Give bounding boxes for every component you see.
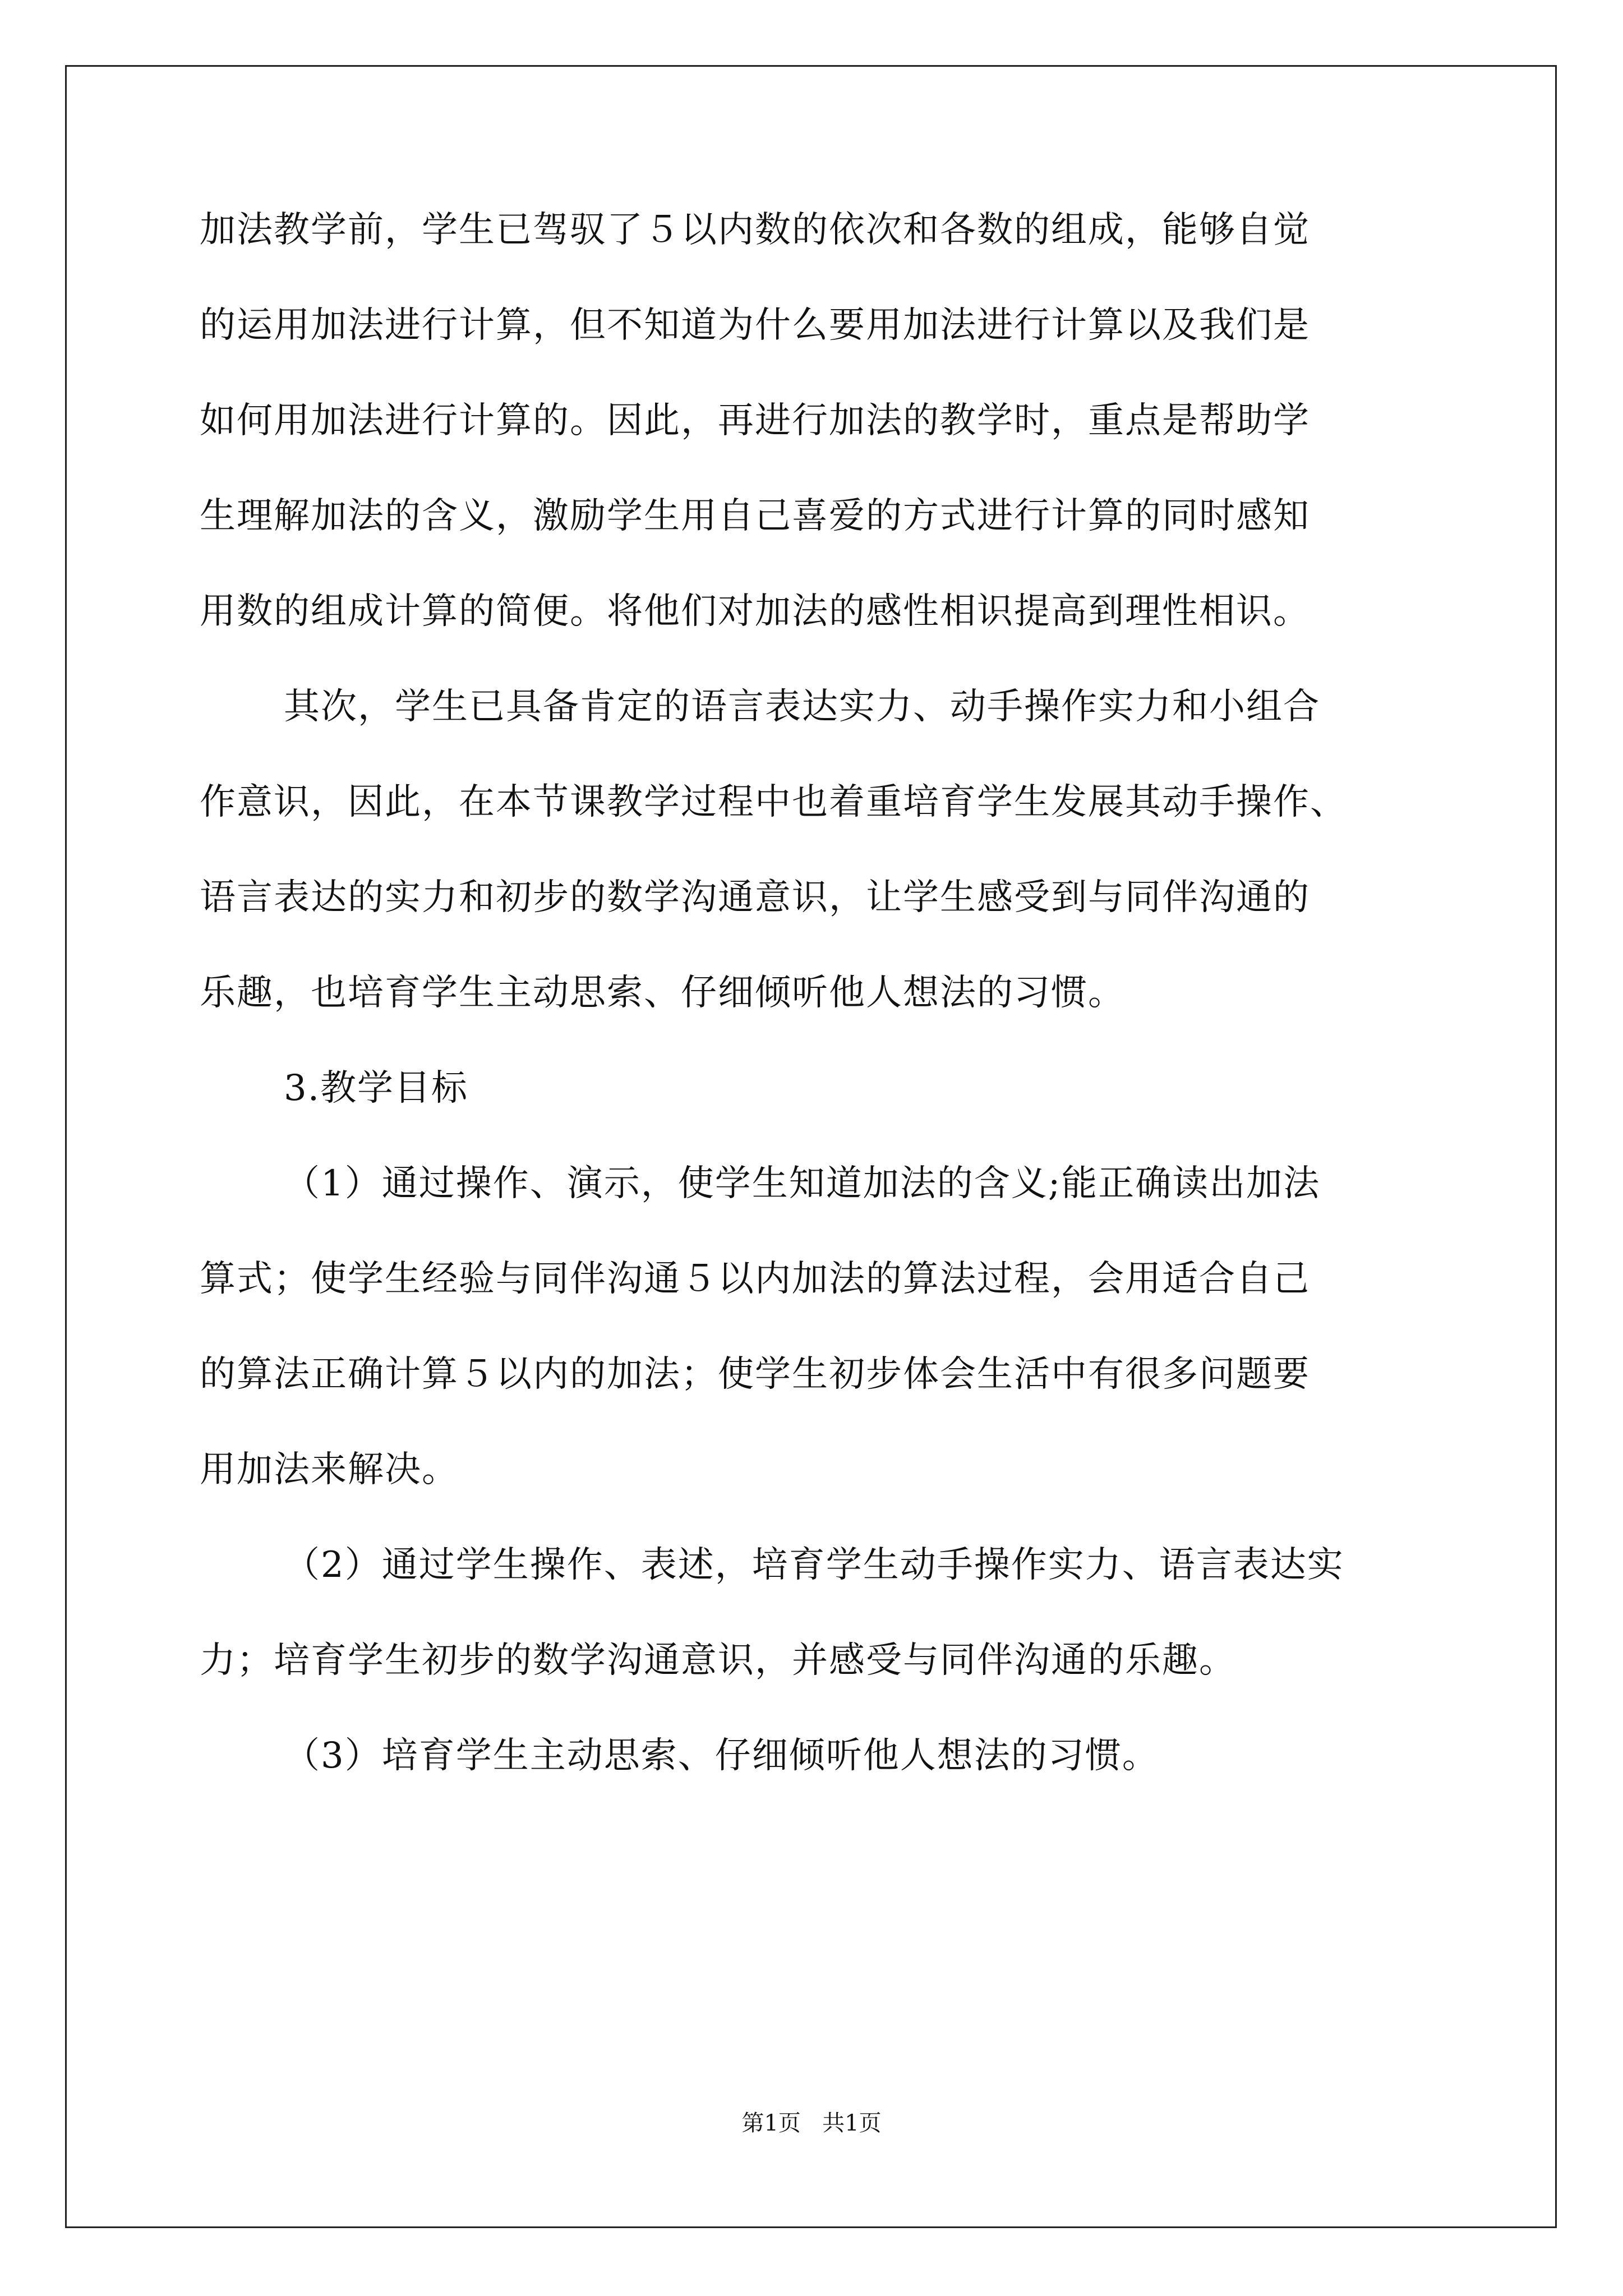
- text-line: 算式；使学生经验与同伴沟通５以内加法的算法过程，会用适合自己: [200, 1258, 1310, 1300]
- text-line: 加法教学前，学生已驾驭了５以内数的依次和各数的组成，能够自觉: [200, 209, 1310, 251]
- paragraph-start: （2）通过学生操作、表述，培育学生动手操作实力、语言表达实: [284, 1544, 1344, 1586]
- text-line: 如何用加法进行计算的。因此，再进行加法的教学时，重点是帮助学: [200, 400, 1310, 441]
- page-footer: [0, 2106, 1623, 2140]
- text-line: 力；培育学生初步的数学沟通意识，并感受与同伴沟通的乐趣。: [200, 1640, 1236, 1681]
- text-line: 用加法来解决。: [200, 1449, 459, 1490]
- paragraph-start: （1）通过操作、演示，使学生知道加法的含义;能正确读出加法: [284, 1163, 1321, 1204]
- text-line: 的运用加法进行计算，但不知道为什么要用加法进行计算以及我们是: [200, 305, 1310, 346]
- text-line: 生理解加法的含义，激励学生用自己喜爱的方式进行计算的同时感知: [200, 495, 1310, 537]
- text-line: 作意识，因此，在本节课教学过程中也着重培育学生发展其动手操作、: [200, 781, 1347, 823]
- text-line: 用数的组成计算的简便。将他们对加法的感性相识提高到理性相识。: [200, 591, 1310, 632]
- text-line: 的算法正确计算５以内的加法；使学生初步体会生活中有很多问题要: [200, 1354, 1310, 1395]
- page-number: 第1页: [741, 2110, 801, 2136]
- paragraph-start: 其次，学生已具备肯定的语言表达实力、动手操作实力和小组合: [284, 686, 1320, 728]
- paragraph-start: （3）培育学生主动思索、仔细倾听他人想法的习惯。: [284, 1735, 1159, 1777]
- text-line: 语言表达的实力和初步的数学沟通意识，让学生感受到与同伴沟通的: [200, 877, 1310, 918]
- text-line: 乐趣，也培育学生主动思索、仔细倾听他人想法的习惯。: [200, 972, 1125, 1014]
- page-total: 共1页: [822, 2110, 882, 2136]
- section-heading: 3.教学目标: [284, 1068, 469, 1109]
